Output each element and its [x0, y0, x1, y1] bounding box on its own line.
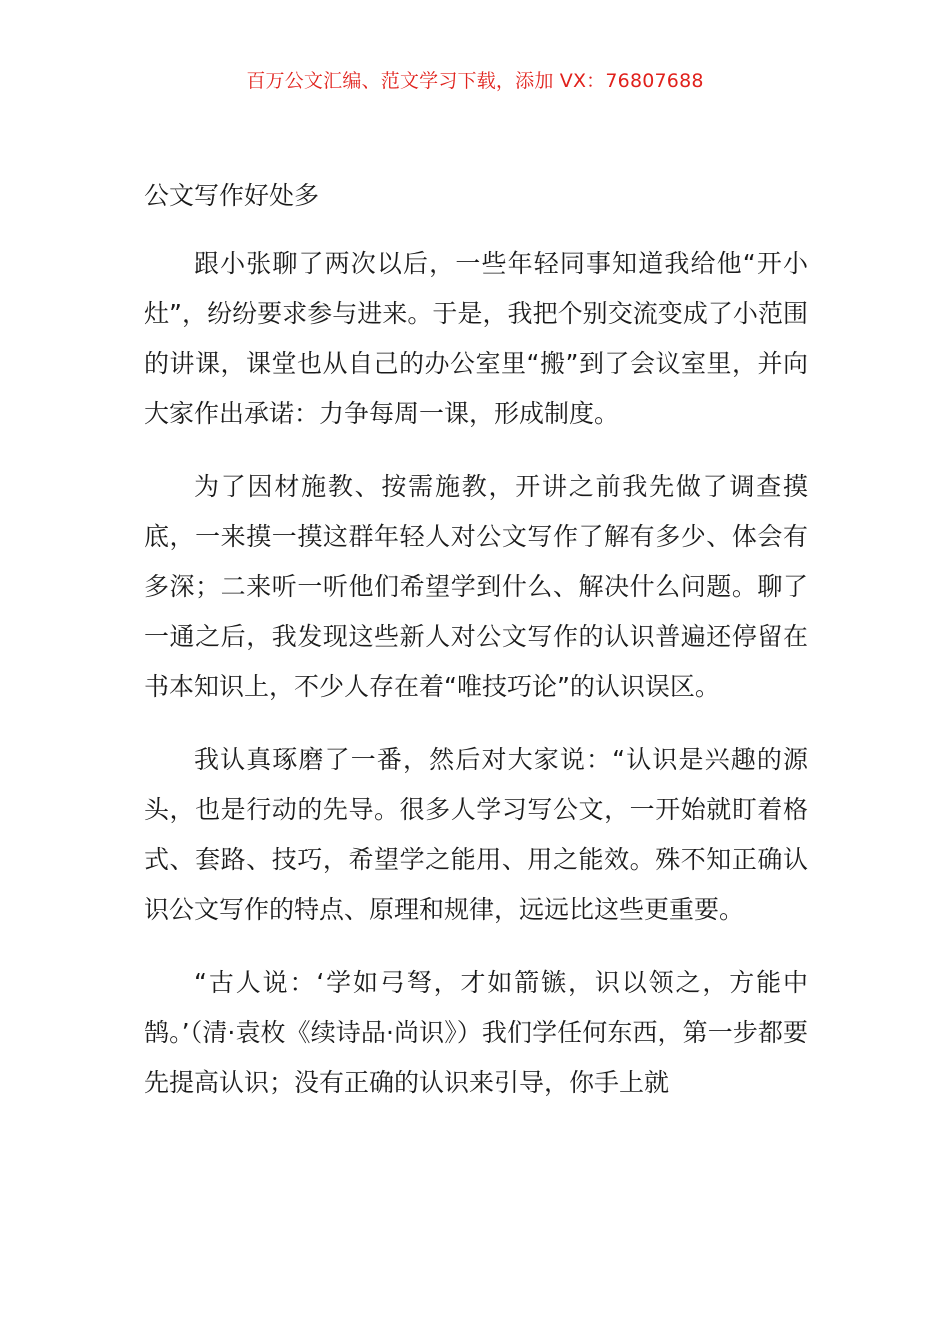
- paragraph-1: 跟小张聊了两次以后，一些年轻同事知道我给他“开小灶”，纷纷要求参与进来。于是，我把个别交流变成了小范围的讲课，课堂也从自己的办公室里“搬”到了会议室里，并向大家作出承诺：力争每周一课，形成制度。: [144, 249, 808, 428]
- promo-header: 百万公文汇编、范文学习下载，添加 VX：76807688: [246, 70, 704, 92]
- article-title: 公文写作好处多: [144, 181, 320, 210]
- paragraph-2: 为了因材施教、按需施教，开讲之前我先做了调查摸底，一来摸一摸这群年轻人对公文写作了解有多少、体会有多深；二来听一听他们希望学到什么、解决什么问题。聊了一通之后，我发现这些新人对公文写作的认识普遍还停留在书本知识上，不少人存在着“唯技巧论”的认识误区。: [144, 472, 808, 701]
- paragraph-3: 我认真琢磨了一番，然后对大家说：“认识是兴趣的源头，也是行动的先导。很多人学习写公文，一开始就盯着格式、套路、技巧，希望学之能用、用之能效。殊不知正确认识公文写作的特点、原理和规律，远远比这些更重要。: [144, 745, 808, 924]
- article-body: [144, 176, 808, 1131]
- paragraph-4: “古人说：‘学如弓弩，才如箭镞，识以领之，方能中鹄。’（清·袁枚《续诗品·尚识》）我们学任何东西，第一步都要先提高认识；没有正确的认识来引导，你手上就: [144, 968, 808, 1097]
